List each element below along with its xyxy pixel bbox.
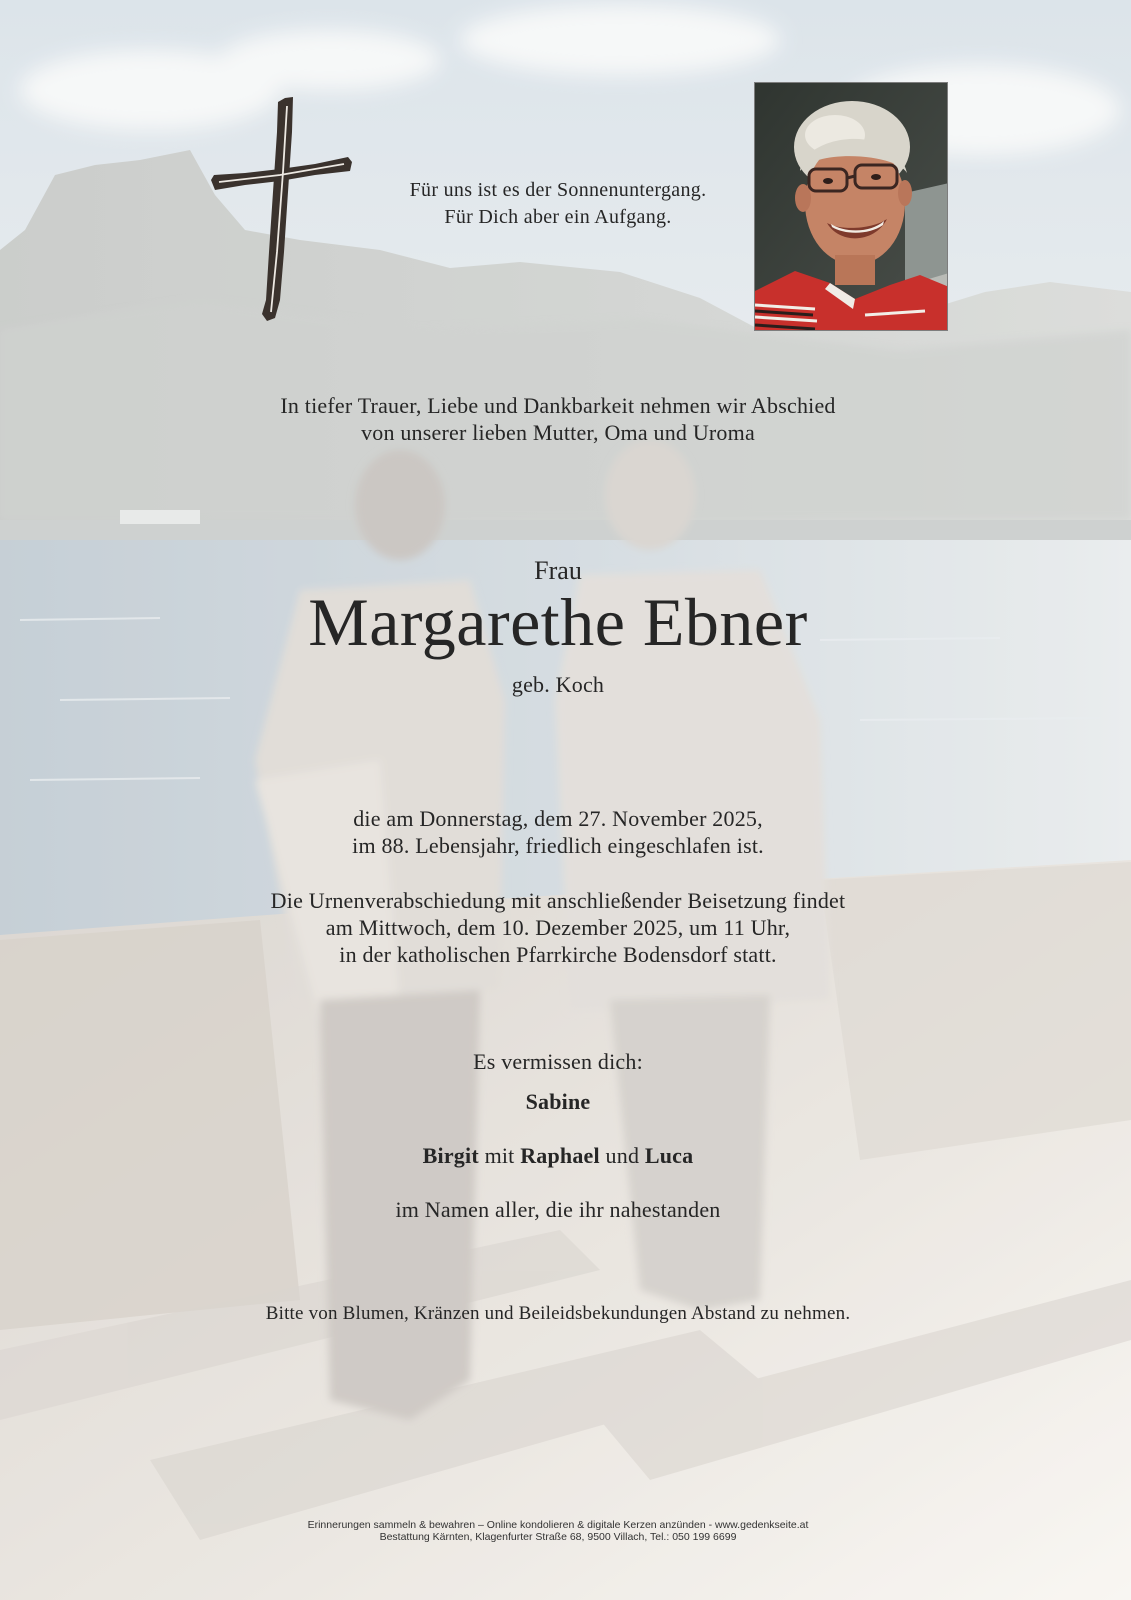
ceremony-line-1: Die Urnenverabschiedung mit anschließender Beisetzung findet [270,888,846,913]
salutation: Frau [534,556,582,585]
quote [0,177,1116,231]
quote-line-1: Für uns ist es der Sonnenuntergang. [409,179,707,201]
death-notice [0,805,1116,859]
request-note: Bitte von Blumen, Kränzen und Beileidsbekundungen Abstand zu nehmen. [265,1303,851,1324]
mourner-family-line [0,1142,1116,1169]
mourner-conjunction-2: und [605,1143,640,1168]
mourners-closing: im Namen aller, die ihr nahestanden [395,1197,721,1222]
footer-line-1: Erinnerungen sammeln & bewahren – Online kondolieren & digitale Kerzen anzünden - www.gedenkseite.at [307,1519,809,1531]
ceremony-line-2: am Mittwoch, dem 10. Dezember 2025, um 11 Uhr, [325,915,791,940]
deceased-name: Margarethe Ebner [308,584,808,660]
ceremony-info [0,887,1116,968]
mourner-first: Sabine [525,1089,591,1114]
footer-line-2: Bestattung Kärnten, Klagenfurter Straße 68, 9500 Villach, Tel.: 050 199 6699 [379,1531,737,1543]
intro-line-1: In tiefer Trauer, Liebe und Dankbarkeit nehmen wir Abschied [280,393,836,418]
quote-line-2: Für Dich aber ein Aufgang. [444,206,672,228]
mourner-name-3: Luca [644,1143,694,1168]
mourner-conjunction-1: mit [484,1143,515,1168]
mourner-name-1: Birgit [422,1143,479,1168]
mourner-name-2: Raphael [520,1143,600,1168]
mourners-heading: Es vermissen dich: [473,1049,643,1074]
intro-text [0,392,1116,446]
footer [0,1519,1116,1543]
death-notice-line-1: die am Donnerstag, dem 27. November 2025, [353,806,763,831]
ceremony-line-3: in der katholischen Pfarrkirche Bodensdorf statt. [339,942,777,967]
death-notice-line-2: im 88. Lebensjahr, friedlich eingeschlafen ist. [352,833,764,858]
intro-line-2: von unserer lieben Mutter, Oma und Uroma [361,420,755,445]
maiden-name: geb. Koch [511,672,605,697]
